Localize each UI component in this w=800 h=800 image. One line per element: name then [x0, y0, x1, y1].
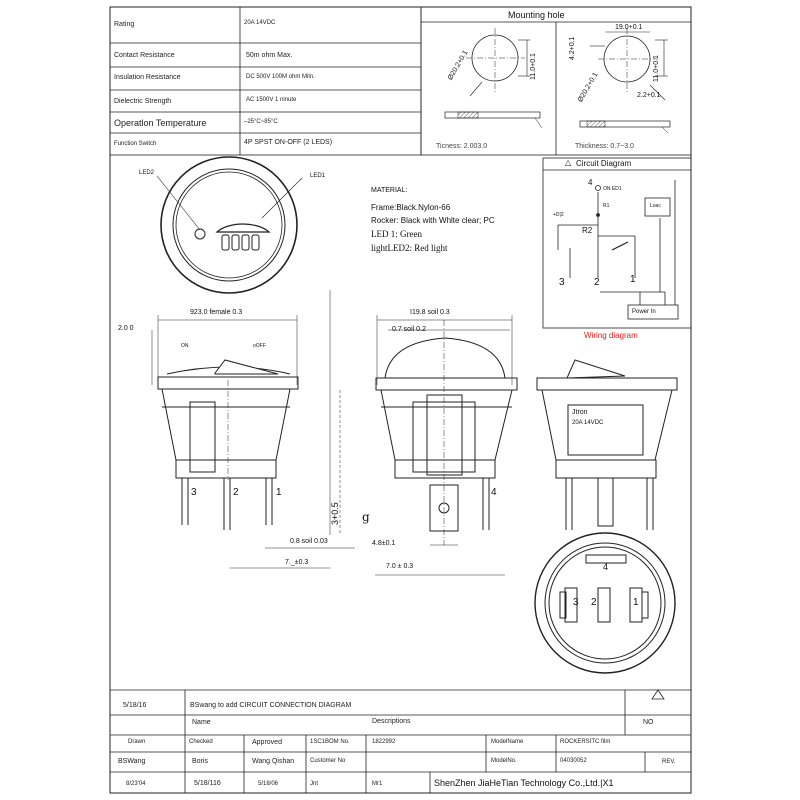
front-pin-4: 4	[491, 487, 497, 498]
front-g-mark: g	[362, 510, 370, 524]
model-name-value: ROCKERSITC film	[560, 739, 611, 745]
front-dim-top: I19.8 soil 0.3	[410, 309, 450, 316]
side-off-label: oOFF	[253, 343, 266, 349]
mounting-left-thickness: Ticness: 2.003.0	[436, 143, 488, 150]
model-no-label: ModelNo.	[491, 758, 517, 764]
spec-rating-label: Rating	[114, 21, 135, 28]
side-dim-left: 2.0 0	[118, 325, 134, 332]
approved-header: Approved	[252, 739, 282, 746]
scale-label: Mr1	[372, 781, 383, 787]
date-checked: 5/18/116	[194, 780, 221, 787]
wiring-diagram-label: Wiring diagram	[584, 331, 638, 340]
spec-insulation-label: Insulation Resistance	[114, 74, 181, 81]
description-header: Descriptions	[372, 718, 411, 725]
rev-label: REV.	[662, 759, 676, 765]
bottom-label-1: 1	[633, 597, 639, 608]
circuit-terminal-2: 2	[594, 277, 600, 288]
date-drawn: 8/23'04	[126, 781, 146, 787]
side-view-drawing	[152, 290, 355, 568]
model-no-value: 04030052	[560, 758, 587, 764]
bottom-label-3: 3	[573, 597, 579, 608]
no-header: NO	[643, 719, 654, 726]
spec-insulation-value: DC 500V 100M ohm Miln.	[246, 74, 315, 80]
circuit-terminal-4: 4	[588, 178, 593, 187]
material-rocker: Rocker: Black with Whlte clear; PC	[371, 216, 495, 225]
mounting-hole-box	[421, 7, 691, 155]
circuit-terminal-1: 1	[630, 274, 636, 285]
side-pin-2: 2	[233, 487, 239, 498]
side-dim-top: 923.0 female 0.3	[190, 309, 243, 316]
mounting-left-dia: Ø20.2+0.1	[447, 49, 470, 82]
spec-function-value: 4P SPST ON-OFF (2 LEDS)	[244, 139, 333, 146]
mounting-left-width: 11.0+0.1	[530, 53, 537, 80]
bom-no-value: 1822992	[372, 739, 396, 745]
circuit-d2: +D|2	[553, 212, 564, 218]
bottom-view-drawing	[535, 533, 675, 673]
side-pin-3: 3	[191, 487, 197, 498]
circuit-title: Circuit Diagram	[576, 159, 632, 168]
circuit-diagram-box	[543, 158, 691, 328]
spec-contact-value: 50m ohm Max.	[246, 52, 293, 59]
circuit-r1: R1	[603, 203, 610, 209]
checked-by: Boris	[192, 758, 208, 765]
mounting-hole-left-drawing	[445, 28, 542, 128]
unit-label: Jnt	[310, 781, 319, 787]
front-dim-sub: 0.7 soil 0.2	[392, 326, 426, 333]
right-brand: Jtron	[572, 409, 588, 416]
spec-dielectric-label: Dielectric Strength	[114, 98, 172, 105]
spec-table-grid	[110, 7, 421, 155]
drawn-header: Drawn	[128, 739, 146, 745]
bottom-label-4: 4	[603, 562, 609, 572]
right-rating: 20A 14VDC	[572, 420, 604, 426]
mounting-right-top: 19.0+0.1	[615, 24, 643, 31]
checked-header: Checked	[189, 739, 213, 745]
front-dim-bottom: 7.0 ± 0.3	[386, 563, 414, 570]
material-led1: LED 1: Green	[371, 229, 422, 239]
approved-by: Wang Qishan	[252, 758, 295, 765]
drawn-by: BSWang	[118, 758, 146, 765]
right-view-drawing	[537, 360, 677, 530]
side-pin-1: 1	[276, 487, 282, 498]
circuit-terminal-3: 3	[559, 277, 565, 288]
company-name: ShenZhen JiaHeTian Technology Co.,Ltd.|X1	[434, 778, 614, 788]
circuit-power-in: Power In	[632, 309, 656, 315]
mounting-right-key: 2.2+0.1	[637, 92, 661, 99]
circuit-diagram-drawing	[558, 180, 678, 319]
bom-no-label: 1SC1BOM No.	[310, 739, 350, 745]
front-view-drawing	[375, 315, 517, 575]
material-led2: lightLED2: Red light	[371, 243, 448, 253]
spec-temperature-value: ‒25°C~85°C	[244, 119, 278, 125]
customer-no-label: Customer No	[310, 758, 346, 764]
date-approved: 5/18/06	[258, 781, 279, 787]
mounting-right-dia: Ø20.2+0.1	[577, 71, 600, 104]
mounting-right-width: 11.0+0.1	[653, 55, 660, 82]
top-view-drawing	[157, 157, 302, 293]
material-heading: MATERIAL:	[371, 187, 408, 194]
bottom-label-2: 2	[591, 597, 597, 608]
circuit-load: Loac	[650, 203, 661, 209]
spec-function-label: Function Switch	[114, 141, 157, 147]
spec-rating-value: 20A 14VDC	[244, 20, 276, 26]
spec-contact-label: Contact Resistance	[114, 52, 175, 59]
mounting-right-thickness: Thickness: 0.7~3.0	[575, 143, 634, 150]
warning-icon: △	[565, 158, 572, 167]
mounting-hole-title: Mounting hole	[508, 10, 565, 20]
material-frame: Frame:Black.Nylon-66	[371, 203, 451, 212]
side-dim-height: 3+0.5	[330, 502, 340, 525]
spec-temperature-label: Operatlon Temperature	[114, 118, 207, 128]
led2-label: LED2	[139, 170, 155, 176]
side-on-label: ON	[181, 343, 189, 349]
circuit-r2: R2	[582, 226, 593, 235]
spec-dielectric-value: AC 1500V 1 ninute	[246, 97, 297, 103]
rev-description: BSwang to add CIRCUIT CONNECTION DIAGRAM	[190, 702, 352, 709]
mounting-right-side: 4.2+0.1	[569, 36, 576, 60]
name-header: Name	[192, 719, 211, 726]
model-name-label: ModelName	[491, 739, 524, 745]
front-dim-small: 4.8±0.1	[372, 540, 396, 547]
led1-label: LED1	[310, 173, 326, 179]
rev-date: 5/18/16	[123, 702, 147, 709]
circuit-on-ed1: ON ED1	[603, 186, 622, 192]
side-dim-bottom: 7._±0.3	[285, 559, 309, 566]
side-dim-pin: 0.8 soil 0.03	[290, 538, 328, 545]
